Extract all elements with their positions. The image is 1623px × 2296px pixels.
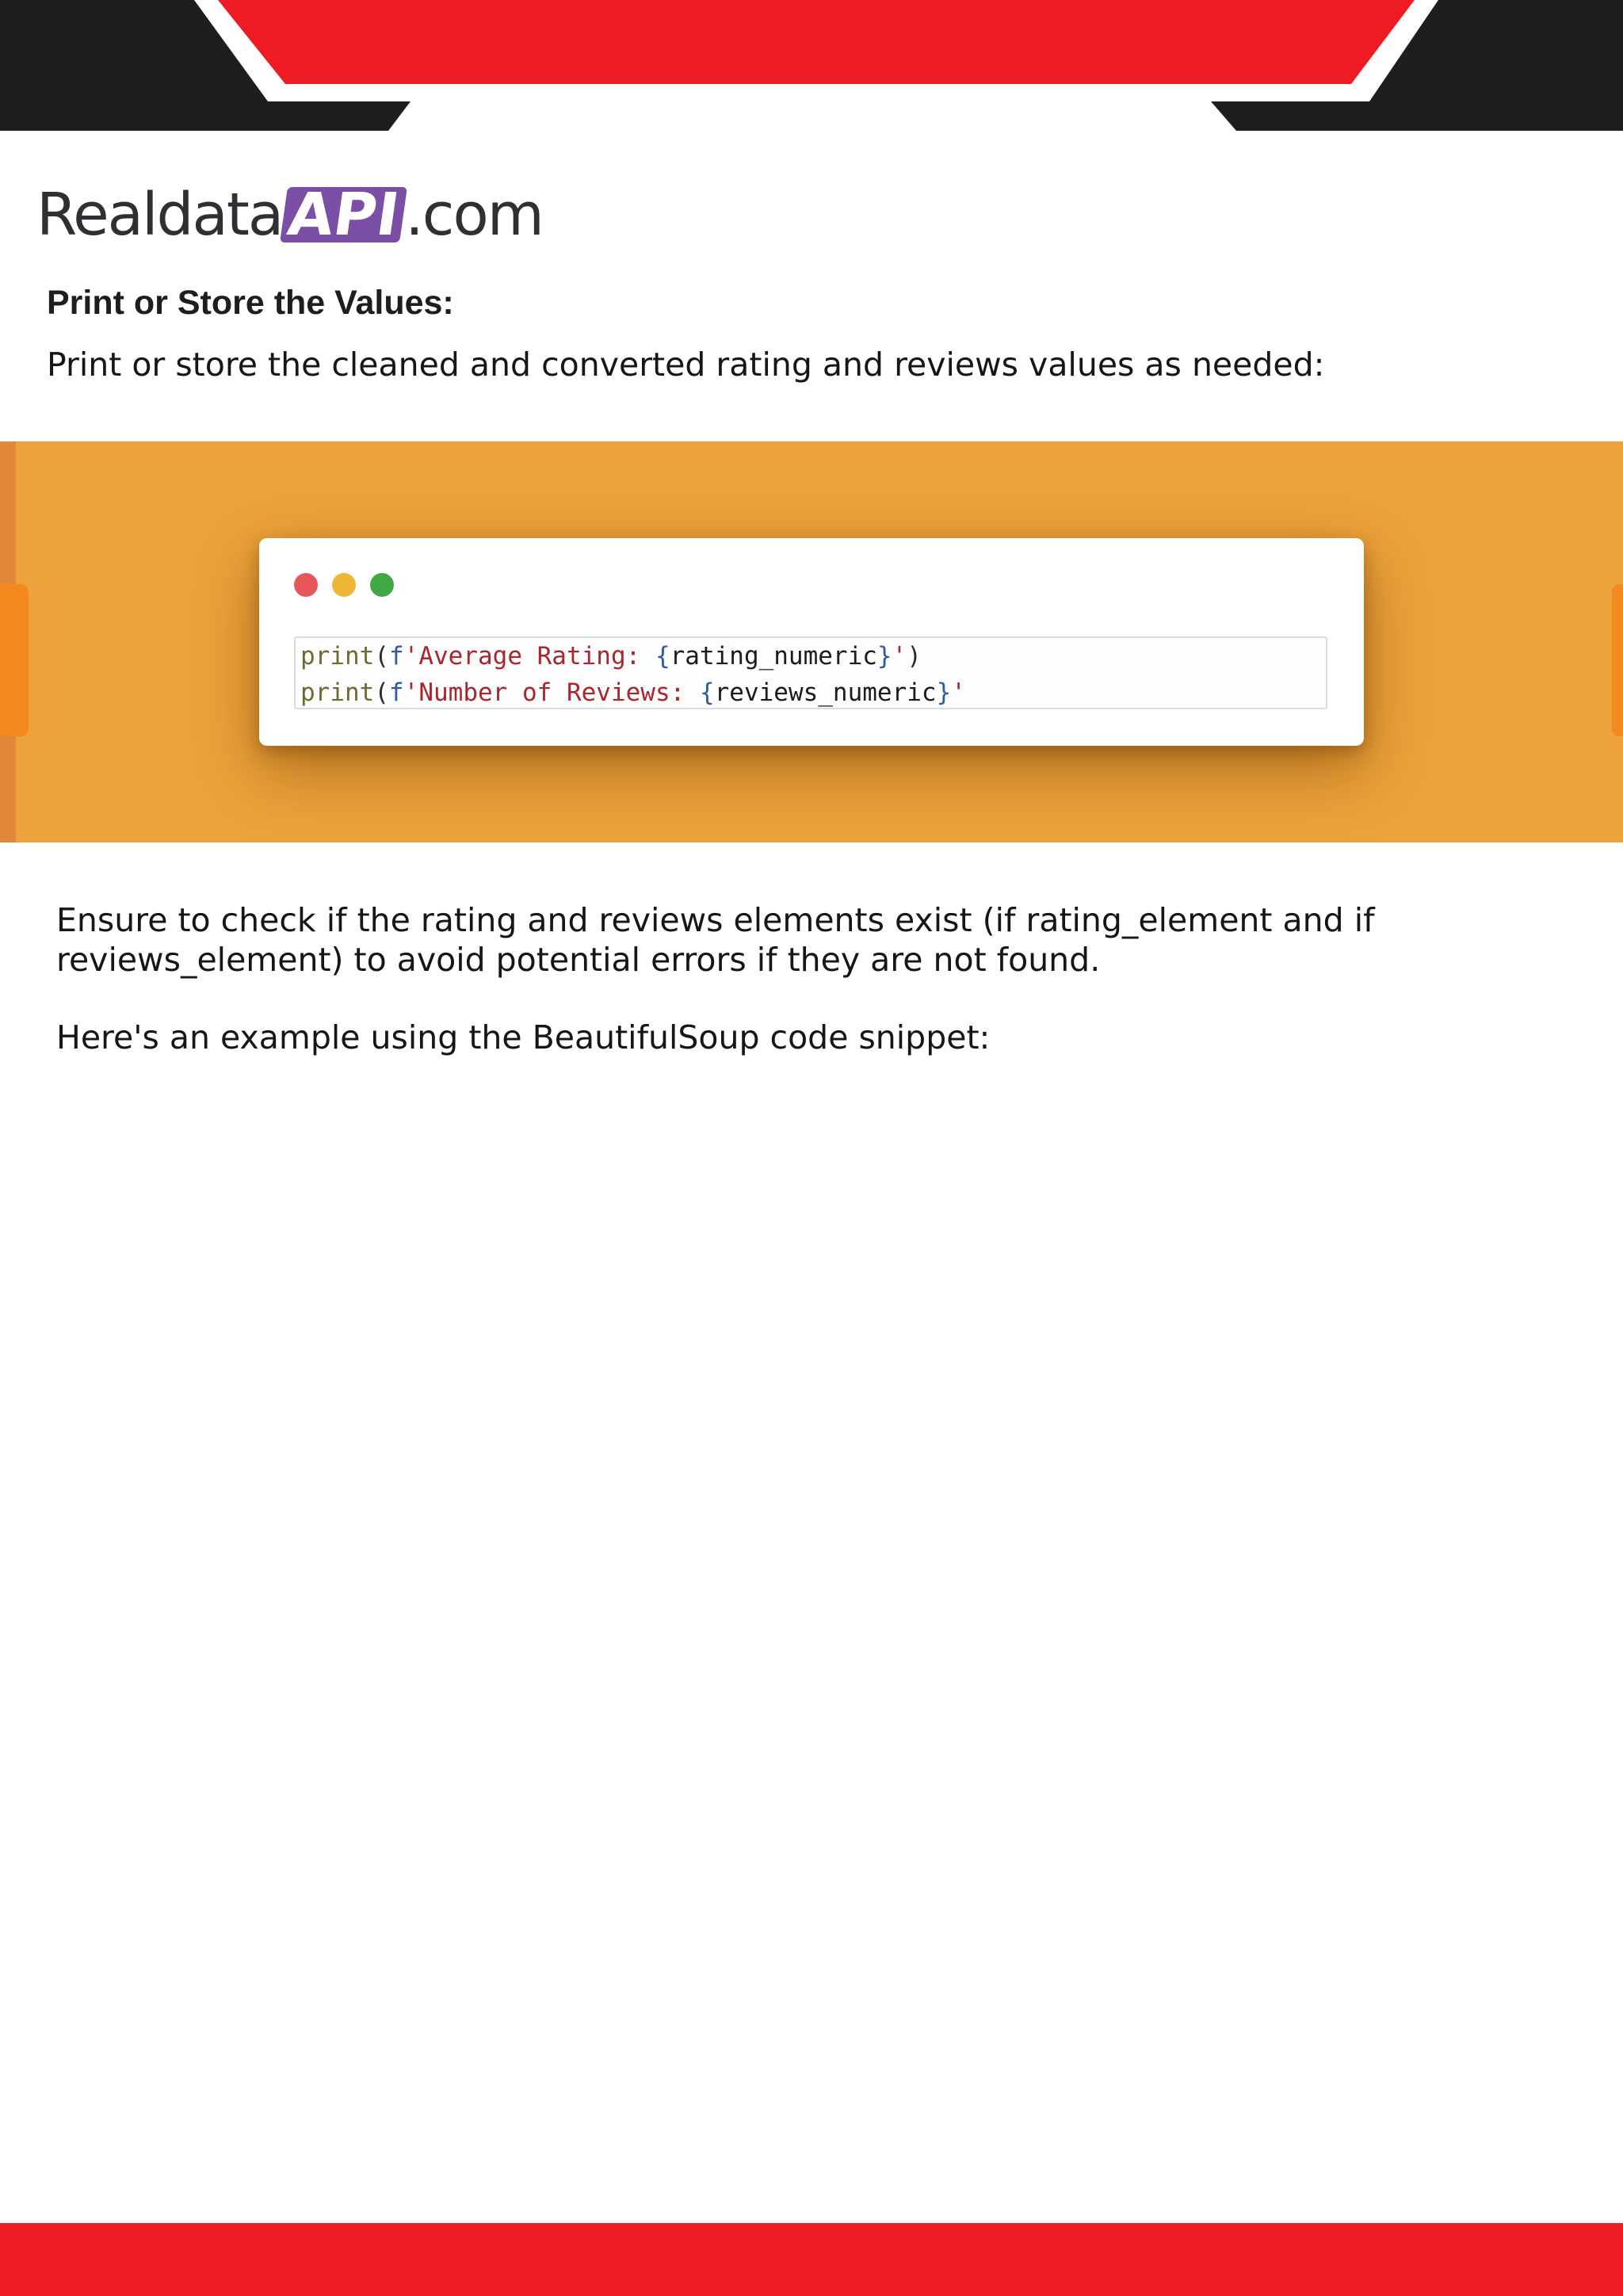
code-token-function: print <box>300 678 375 707</box>
code-token-string: 'Number of Reviews: <box>403 678 700 707</box>
code-token-paren: ) <box>907 642 922 670</box>
code-token-variable: rating_numeric <box>670 642 877 670</box>
code-token-brace: { <box>655 642 670 670</box>
footer-bar <box>0 2223 1623 2296</box>
body-paragraph-check: Ensure to check if the rating and reviews elements exist (if rating_element and if reviews_element) to avoid potential errors if they are not found. <box>56 901 1375 979</box>
header-banner-graphic <box>0 0 1623 135</box>
code-window <box>259 538 1364 746</box>
code-token-brace: { <box>699 678 715 707</box>
code-token-variable: reviews_numeric <box>714 678 937 707</box>
realdataapi-logo <box>36 181 543 249</box>
code-token-paren: ( <box>374 678 389 707</box>
code-line <box>300 674 1326 711</box>
code-token-string-end: ' <box>892 642 907 670</box>
code-banner <box>0 441 1623 842</box>
code-block <box>294 636 1327 709</box>
code-token-string-end: ' <box>951 678 966 707</box>
minimize-dot-icon <box>332 573 356 597</box>
code-token-fstring-prefix: f <box>389 678 404 707</box>
maximize-dot-icon <box>370 573 394 597</box>
body-paragraph-example: Here's an example using the BeautifulSoup code snippet: <box>56 1018 991 1056</box>
code-token-fstring-prefix: f <box>389 642 404 670</box>
code-line <box>300 638 1326 674</box>
logo-text-api: API <box>280 187 407 243</box>
code-token-paren: ( <box>374 642 389 670</box>
section-heading: Print or Store the Values: <box>47 284 454 322</box>
logo-text-suffix: .com <box>405 181 543 249</box>
code-token-function: print <box>300 642 375 670</box>
code-token-string: 'Average Rating: <box>403 642 655 670</box>
banner-left-tab <box>0 584 29 736</box>
section-lead-text: Print or store the cleaned and converted rating and reviews values as needed: <box>47 346 1325 384</box>
code-token-brace: } <box>936 678 952 707</box>
close-dot-icon <box>294 573 318 597</box>
window-controls <box>294 573 394 597</box>
logo-text-prefix: Realdata <box>36 181 283 249</box>
code-token-brace: } <box>876 642 892 670</box>
banner-right-tab <box>1612 584 1623 736</box>
